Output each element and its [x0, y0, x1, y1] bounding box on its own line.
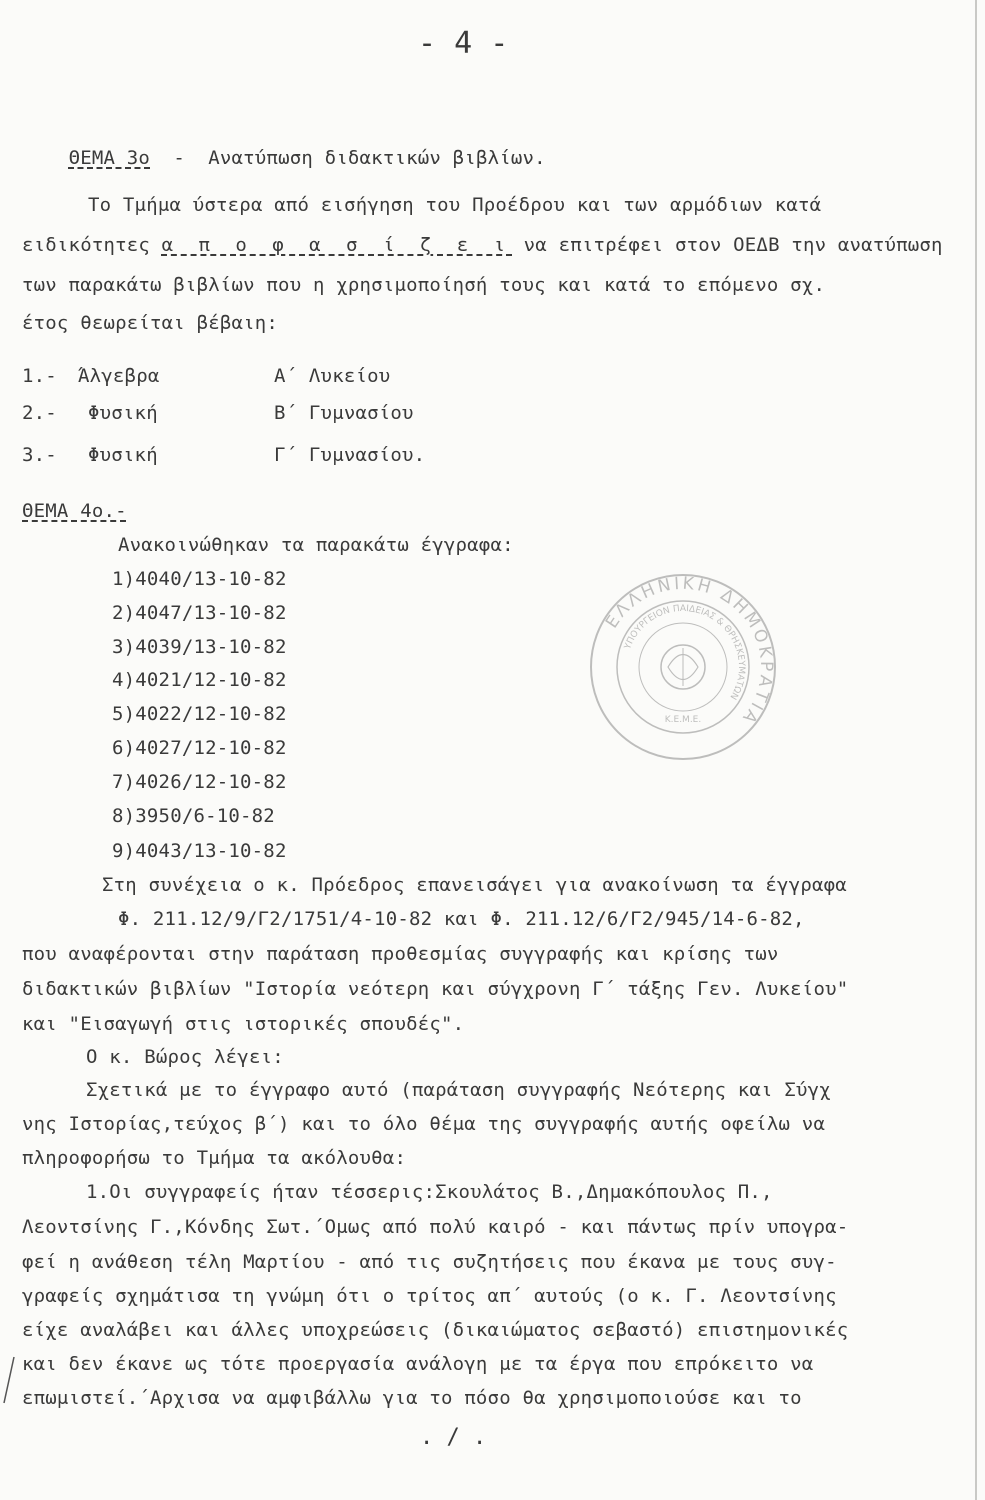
- body-line-5: και "Εισαγωγή στις ιστορικές σπουδές".: [22, 1013, 465, 1035]
- document-ref: 2)4047/13-10-82: [112, 602, 287, 624]
- stamp-emblem-icon: [661, 645, 705, 689]
- document-ref: 9)4043/13-10-82: [112, 840, 287, 862]
- body-line-11: Λεοντσίνης Γ.,Κόνδης Σωτ.΄Ομως από πολύ καιρό - και πάντως πρίν υπογρα-: [22, 1216, 849, 1238]
- book-class: Α΄ Λυκείου: [274, 365, 391, 387]
- book-row: [22, 401, 414, 425]
- document-ref: 5)4022/12-10-82: [112, 703, 287, 725]
- book-class: Β΄ Γυμνασίου: [274, 402, 414, 424]
- topic3-heading: ΘΕΜΑ 3ο: [68, 147, 151, 169]
- document-ref: 4)4021/12-10-82: [112, 669, 287, 691]
- decision-word: α π ο φ α σ ί ζ ε ι: [161, 234, 513, 256]
- page-number: - 4 -: [418, 26, 509, 61]
- body-line-12: φεί η ανάθεση τέλη Μαρτίου - από τις συζητήσεις που έκανα με τους συγ-: [22, 1251, 837, 1273]
- body-line-16: επωμιστεί.΄Αρχισα να αμφιβάλλω για το πόσο θα χρησιμοποιούσε και το: [22, 1387, 802, 1409]
- body-line-9: πληροφορήσω το Τμήμα τα ακόλουθα:: [22, 1147, 407, 1169]
- body-line-14: είχε αναλάβει και άλλες υποχρεώσεις (δικαιώματος σεβαστό) επιστημονικές: [22, 1319, 849, 1341]
- topic3-text: ειδικότητες: [22, 234, 151, 256]
- continuation-mark: . / .: [420, 1425, 487, 1450]
- topic4-heading-line: [22, 499, 127, 523]
- margin-pen-mark: [0, 1355, 16, 1405]
- body-line-15: και δεν έκανε ως τότε προεργασία ανάλογη με τα έργα που επρόκειτο να: [22, 1353, 814, 1375]
- topic3-para-line-2: [22, 233, 943, 257]
- book-subject: Φυσική: [88, 402, 158, 424]
- document-ref: 8)3950/6-10-82: [112, 805, 275, 827]
- body-line-4: διδακτικών βιβλίων "Ιστορία νεότερη και σύγχρονη Γ΄ τάξης Γεν. Λυκείου": [22, 978, 849, 1000]
- body-line-7: Σχετικά με το έγγραφο αυτό (παράταση συγγραφής Νεότερης και Σύγχ: [86, 1079, 831, 1101]
- body-line-6: Ο κ. Βώρος λέγει:: [86, 1046, 284, 1068]
- official-stamp: [588, 572, 778, 762]
- book-subject: Άλγεβρα: [78, 365, 160, 387]
- document-ref: 3)4039/13-10-82: [112, 636, 287, 658]
- body-line-1: Στη συνέχεια ο κ. Πρόεδρος επανεισάγει για ανακοίνωση τα έγγραφα: [102, 874, 847, 896]
- document-ref: 7)4026/12-10-82: [112, 771, 287, 793]
- topic4-intro: Ανακοινώθηκαν τα παρακάτω έγγραφα:: [118, 534, 514, 556]
- stamp-inner-text: ΥΠΟΥΡΓΕΙΟΝ ΠΑΙΔΕΙΑΣ & ΘΡΗΣΚΕΥΜΑΤΩΝ: [623, 603, 747, 701]
- book-num: 2.-: [22, 402, 69, 424]
- page-edge: [975, 0, 977, 1500]
- book-subject: Φυσική: [88, 444, 158, 466]
- book-class: Γ΄ Γυμνασίου.: [274, 444, 426, 466]
- topic3-text: να επιτρέφει στον ΟΕΔΒ την ανατύπωση: [512, 234, 943, 256]
- book-num: 3.-: [22, 444, 69, 466]
- topic3-para-line-1: Το Τμήμα ύστερα από εισήγηση του Προέδρου και των αρμόδιων κατά: [88, 194, 822, 216]
- book-row: [22, 364, 391, 388]
- body-line-3: που αναφέρονται στην παράταση προθεσμίας συγγραφής και κρίσης των: [22, 943, 779, 965]
- document-ref: 1)4040/13-10-82: [112, 568, 287, 590]
- topic3-para-line-3: των παρακάτω βιβλίων που η χρησιμοποίησή τους και κατά το επόμενο σχ.: [22, 274, 826, 296]
- book-num: 1.-: [22, 365, 69, 387]
- topic3-para-line-4: έτος θεωρείται βέβαιη:: [22, 312, 279, 334]
- stamp-ring-text: ΕΛΛΗΝΙΚΗ ΔΗΜΟΚΡΑΤΙΑ: [601, 573, 777, 730]
- body-line-10: 1.Οι συγγραφείς ήταν τέσσερις:Σκουλάτος Β.,Δημακόπουλος Π.,: [86, 1181, 773, 1203]
- document-ref: 6)4027/12-10-82: [112, 737, 287, 759]
- topic4-heading: ΘΕΜΑ 4ο.-: [22, 500, 127, 522]
- body-line-8: νης Ιστορίας,τεύχος β΄) και το όλο θέμα της συγγραφής αυτής οφείλω να: [22, 1113, 826, 1135]
- stamp-bottom-text: Κ.Ε.Μ.Ε.: [664, 715, 702, 725]
- book-row: [22, 443, 426, 467]
- topic3-heading-line: [22, 122, 546, 194]
- body-line-2: Φ. 211.12/9/Γ2/1751/4-10-82 και Φ. 211.12/6/Γ2/945/14-6-82,: [118, 908, 805, 930]
- body-line-13: γραφείς σχημάτισα τη γνώμη ότι ο τρίτος απ΄ αυτούς (ο κ. Γ. Λεοντσίνης: [22, 1285, 837, 1307]
- topic3-title: - Ανατύπωση διδακτικών βιβλίων.: [150, 147, 546, 169]
